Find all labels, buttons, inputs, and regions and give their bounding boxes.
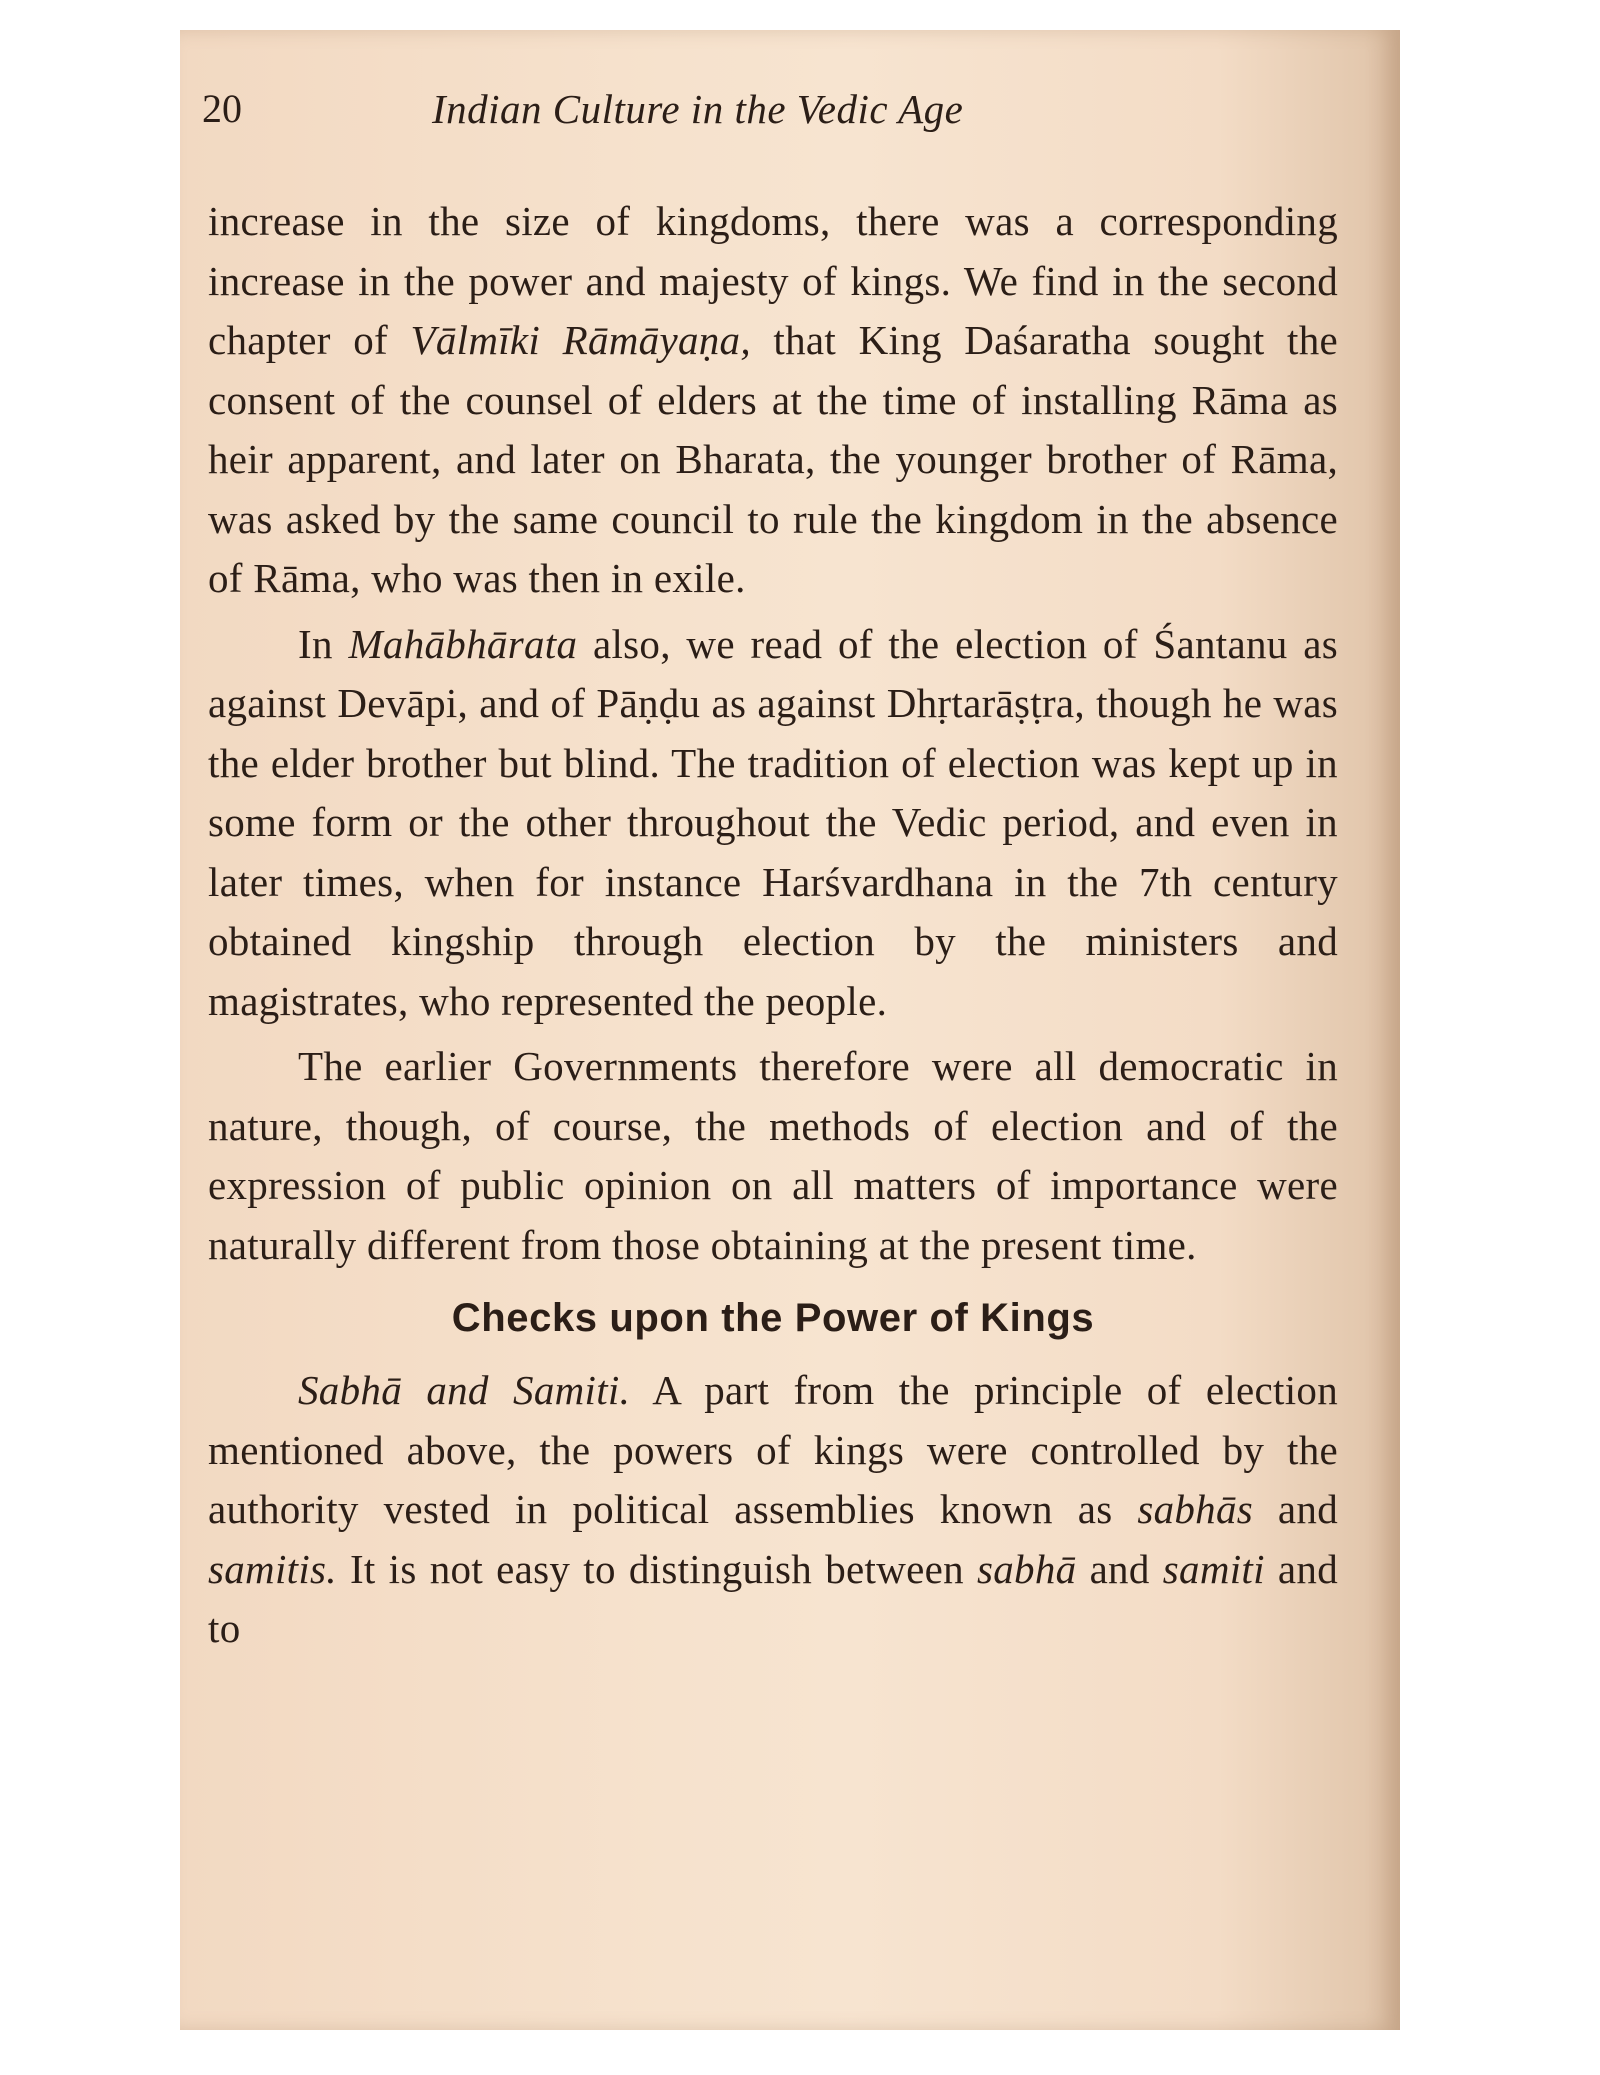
text-run: The earlier Governments therefore were all democratic in nature, though, of course, the methods of election and of the expression of public opinion on all matters of importance were naturally different from those obtaining at the present time. xyxy=(208,1043,1338,1268)
page-number: 20 xyxy=(202,86,242,131)
italic-run-in-heading: Sabhā and Samiti. xyxy=(298,1367,631,1413)
text-run: A part from the principle of election mentioned above, the powers of kings were controlled by the authority vested in political assemblies known as xyxy=(208,1367,1339,1532)
book-page xyxy=(180,30,1400,2030)
text-run: also, we read of the election of Śantanu as against Devāpi, and of Pāṇḍu as against Dhṛtarāṣṭra, though he was the elder brother but blind. The tradition of election was kept up in some form or the other throughout the Vedic period, and even in later times, when for instance Harśvardhana in the 7th century obtained kingship through election by the ministers and magistrates, who represented the people. xyxy=(208,620,1338,1024)
page-header xyxy=(202,85,1352,145)
paragraph-governments xyxy=(208,1037,1338,1275)
section-heading: Checks upon the Power of Kings xyxy=(451,1296,1095,1340)
paragraph-kingdoms xyxy=(208,192,1338,609)
italic-title-ramayana: Vālmīki Rāmāyaṇa, xyxy=(410,317,751,363)
running-title: Indian Culture in the Vedic Age xyxy=(432,86,964,132)
text-run: and to xyxy=(208,1545,1339,1651)
italic-term: samitis. xyxy=(208,1545,337,1592)
body-text xyxy=(208,192,1338,1659)
text-run: and xyxy=(1253,1486,1339,1532)
text-run: It is not easy to distinguish between xyxy=(336,1545,977,1592)
text-run: and xyxy=(1076,1545,1163,1592)
italic-title-mahabharata: Mahābhārata xyxy=(348,620,578,667)
paragraph-mahabharata xyxy=(208,615,1338,1032)
italic-term: samiti xyxy=(1162,1545,1265,1592)
italic-term: sabhās xyxy=(1137,1486,1254,1532)
text-run: In xyxy=(298,620,349,667)
paragraph-sabha-samiti xyxy=(208,1361,1338,1659)
italic-term: sabhā xyxy=(977,1545,1077,1592)
text-run: that King Daśaratha sought the consent of the counsel of elders at the time of installing Rāma as heir apparent, and later on Bharata, the younger brother of Rāma, was asked by the same council to rule the kingdom in the absence of Rāma, who was then in exile. xyxy=(208,317,1338,601)
text-run: increase in the size of kingdoms, there was a corresponding increase in the power and majesty of kings. We find in the second chapter of xyxy=(208,198,1338,363)
